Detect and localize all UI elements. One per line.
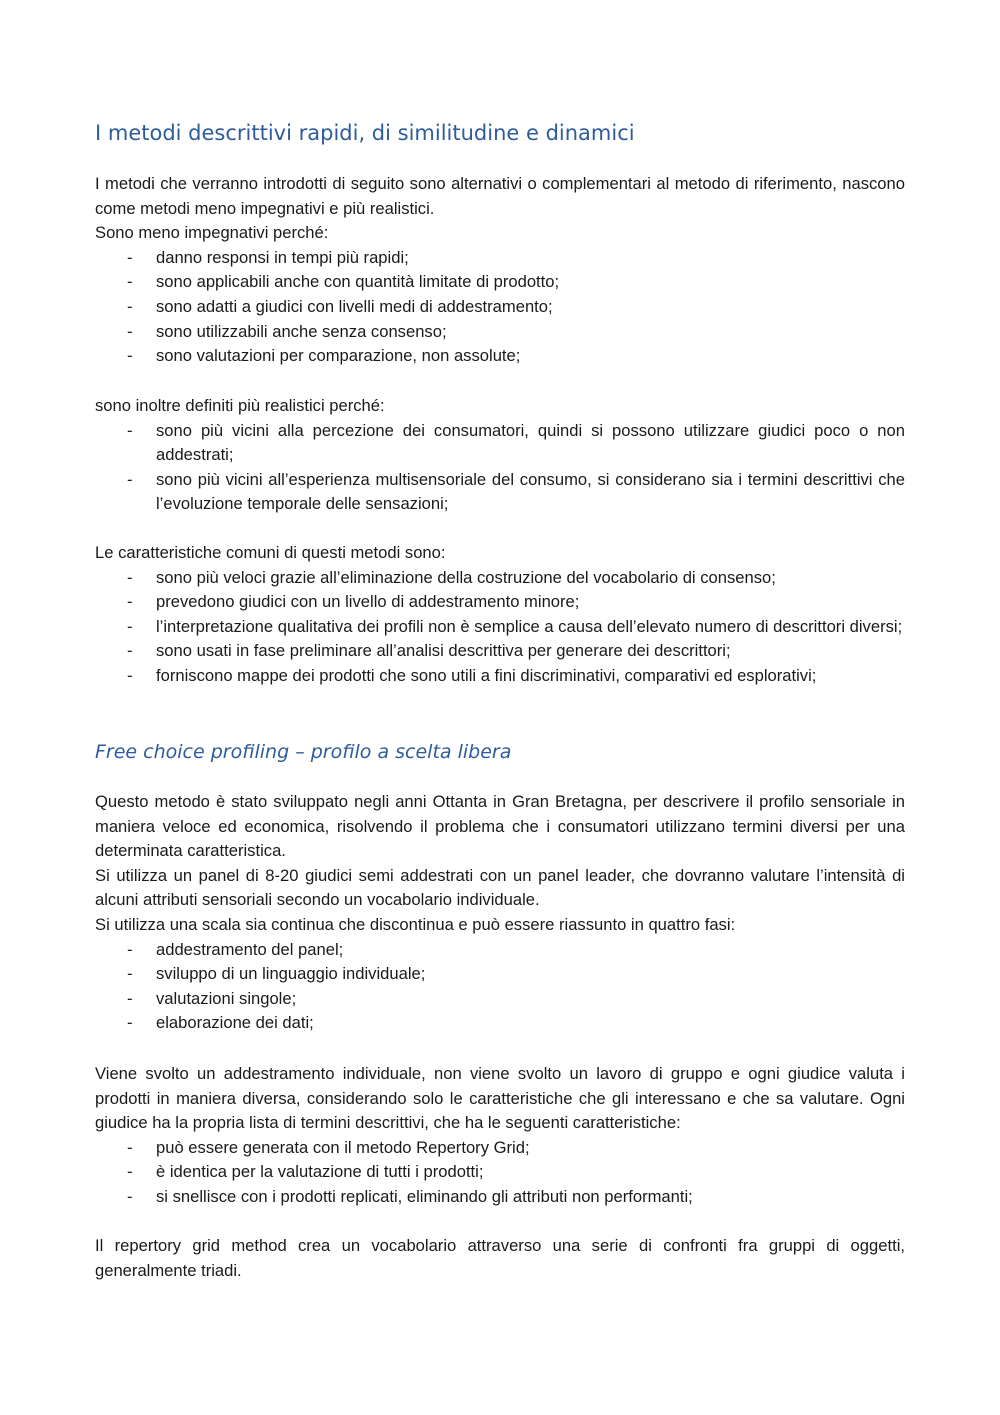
common-features-block [95, 541, 905, 689]
list-item: - si snellisce con i prodotti replicati, eliminando gli attributi non performanti; [127, 1186, 693, 1206]
less-demanding-list [95, 246, 905, 369]
training-block [95, 1062, 905, 1210]
term-list-features [95, 1136, 905, 1210]
list-item: - sono utilizzabili anche senza consenso; [127, 321, 447, 341]
list-item: - addestramento del panel; [127, 939, 344, 959]
list-item: - è identica per la valutazione di tutti i prodotti; [127, 1162, 484, 1182]
list-item: - sviluppo di un linguaggio individuale; [127, 964, 426, 984]
training-paragraph: Viene svolto un addestramento individuale, non viene svolto un lavoro di gruppo e ogni giudice valuta i prodotti in maniera diversa, considerando solo le caratteristiche che gli interessano e che sa valutare. Ogni giudice ha la propria lista di termini descrittivi, che ha le seguenti caratteristiche: [95, 1064, 905, 1133]
list-item: - prevedono giudici con un livello di addestramento minore; [127, 592, 580, 612]
list-item: - sono adatti a giudici con livelli medi di addestramento; [127, 296, 553, 316]
fcp-paragraph-1: Questo metodo è stato sviluppato negli anni Ottanta in Gran Bretagna, per descrivere il profilo sensoriale in maniera veloce ed economica, risolvendo il problema che i consumatori utilizzano termini diversi per una determinata caratteristica. [95, 792, 905, 861]
less-demanding-lead: Sono meno impegnativi perché: [95, 223, 329, 243]
list-item: - l’interpretazione qualitativa dei profili non è semplice a causa dell’elevato numero di descrittori diversi; [127, 616, 903, 636]
list-item: - sono usati in fase preliminare all’analisi descrittiva per generare dei descrittori; [127, 641, 731, 661]
list-item: - sono valutazioni per comparazione, non assolute; [127, 346, 521, 366]
intro-block [95, 172, 905, 369]
phases-list [95, 938, 905, 1036]
list-item: - forniscono mappe dei prodotti che sono utili a fini discriminativi, comparativi ed esplorativi; [127, 665, 817, 685]
fcp-block [95, 790, 905, 1036]
intro-paragraph: I metodi che verranno introdotti di seguito sono alternativi o complementari al metodo di riferimento, nascono come metodi meno impegnativi e più realistici. [95, 174, 905, 218]
main-heading: I metodi descrittivi rapidi, di similitudine e dinamici [95, 121, 635, 145]
list-item: - valutazioni singole; [127, 988, 297, 1008]
common-features-lead: Le caratteristiche comuni di questi metodi sono: [95, 543, 446, 562]
list-item: - elaborazione dei dati; [127, 1013, 314, 1033]
realistic-lead: sono inoltre definiti più realistici perché: [95, 396, 385, 415]
list-item: - sono applicabili anche con quantità limitate di prodotto; [127, 272, 560, 292]
section-heading: Free choice profiling – profilo a scelta libera [95, 741, 512, 763]
list-item: - sono più vicini all’esperienza multisensoriale del consumo, si considerano sia i termini descrittivi che l’evoluzione temporale delle sensazioni; [127, 469, 905, 514]
realistic-block [95, 394, 905, 517]
list-item: - danno responsi in tempi più rapidi; [127, 247, 409, 267]
realistic-list [95, 419, 905, 517]
common-features-list [95, 566, 905, 689]
fcp-paragraph-2: Si utilizza un panel di 8-20 giudici semi addestrati con un panel leader, che dovranno valutare l’intensità di alcuni attributi sensoriali secondo un vocabolario individuale. [95, 865, 905, 910]
repertory-paragraph: Il repertory grid method crea un vocabolario attraverso una serie di confronti fra gruppi di oggetti, generalmente triadi. [95, 1236, 905, 1280]
list-item: - sono più veloci grazie all’eliminazione della costruzione del vocabolario di consenso; [127, 567, 776, 587]
list-item: - sono più vicini alla percezione dei consumatori, quindi si possono utilizzare giudici poco o non addestrati; [127, 420, 905, 465]
repertory-block [95, 1234, 905, 1283]
fcp-paragraph-3: Si utilizza una scala sia continua che discontinua e può essere riassunto in quattro fasi: [95, 914, 736, 934]
list-item: - può essere generata con il metodo Repertory Grid; [127, 1137, 530, 1157]
